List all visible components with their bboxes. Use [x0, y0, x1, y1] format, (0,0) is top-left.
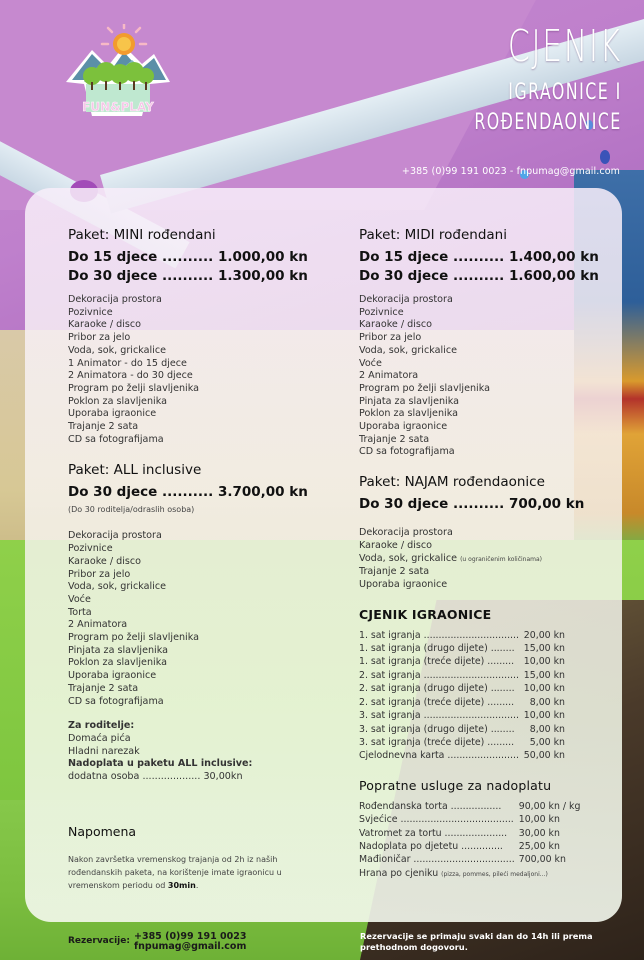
- package-title: Paket: MIDI rođendani: [359, 227, 507, 243]
- row-value: 10,00 kn: [518, 814, 560, 826]
- package-price: Do 30 djece .......... 1.600,00 kn: [359, 268, 599, 284]
- surcharge-label: Nadoplata u paketu ALL inclusive:: [68, 758, 253, 770]
- table-row: [359, 696, 565, 709]
- note-text: [68, 853, 318, 892]
- page-title-block: [417, 22, 622, 136]
- feature-item: 2 Animatora: [68, 619, 128, 631]
- feature-item: Karaoke / disco: [68, 319, 142, 331]
- feature-item: Karaoke / disco: [68, 555, 142, 567]
- note-body: Nakon završetka vremenskog trajanja od 2h iz naših rođendanskih paketa, na korištenje imate igraonicu u vremenskom periodu od: [68, 855, 282, 890]
- feature-item: Pozivnice: [359, 306, 404, 318]
- table-row: [359, 669, 565, 682]
- svg-text:FUN&PLAY: FUN&PLAY: [82, 100, 154, 114]
- row-label: Svjećice ......................................: [359, 814, 514, 826]
- row-label: 2. sat igranja ................................: [359, 669, 519, 681]
- row-label: 3. sat igranja (treće dijete) .........: [359, 736, 515, 748]
- package-title: Paket: MINI rođendani: [68, 227, 216, 243]
- row-label: Vatromet za tortu .....................: [359, 827, 508, 839]
- feature-item: Pribor za jelo: [68, 568, 131, 580]
- feature-item: Dekoracija prostora: [359, 527, 453, 539]
- feature-item: Karaoke / disco: [359, 539, 433, 551]
- feature-item: Karaoke / disco: [359, 319, 433, 331]
- row-label: 1. sat igranja (treće dijete) .........: [359, 656, 515, 668]
- email-address[interactable]: fnpumag@gmail.com: [134, 941, 247, 952]
- note-title: Napomena: [68, 824, 137, 839]
- header-contact: +385 (0)99 191 0023 - fnpumag@gmail.com: [401, 166, 620, 177]
- row-label: 3. sat igranja ................................: [359, 710, 519, 722]
- feature-list: [359, 527, 599, 592]
- food-line: [359, 867, 569, 881]
- spacer: [359, 763, 599, 777]
- feature-item: Poklon za slavljenika: [359, 408, 458, 420]
- right-column: [359, 226, 599, 881]
- table-row: [359, 682, 565, 695]
- package-all-inclusive: [68, 461, 338, 783]
- row-value: 700,00 kn: [518, 854, 566, 866]
- row-value: 10,00 kn: [523, 710, 565, 722]
- left-column: [68, 226, 338, 784]
- row-value: 5,00 kn: [529, 736, 565, 748]
- food-note: (pizza, pommes, pileći medaljoni...): [441, 870, 548, 878]
- spacer: [359, 459, 599, 473]
- package-mini: [68, 226, 338, 446]
- feature-item: Uporaba igraonice: [68, 670, 157, 682]
- note-emphasis: 30min: [167, 881, 196, 890]
- row-label: Mađioničar ..................................: [359, 854, 515, 866]
- feature-item: Voda, sok, grickalice: [68, 344, 167, 356]
- feature-item: Uporaba igraonice: [359, 421, 448, 433]
- row-value: 25,00 kn: [518, 840, 560, 852]
- table-row: [359, 827, 580, 840]
- feature-list: [68, 530, 338, 708]
- page-title: CJENIK: [508, 21, 622, 72]
- row-label: 2. sat igranja (drugo dijete) ........: [359, 683, 515, 695]
- row-label: 1. sat igranja (drugo dijete) ........: [359, 643, 515, 655]
- feature-item: CD sa fotografijama: [68, 695, 164, 707]
- row-value: 8,00 kn: [529, 723, 565, 735]
- package-midi: [359, 226, 599, 459]
- feature-item: 2 Animatora: [359, 370, 419, 382]
- feature-item: Uporaba igraonice: [68, 408, 157, 420]
- row-label: 3. sat igranja (drugo dijete) ........: [359, 723, 515, 735]
- section-title: CJENIK IGRAONICE: [359, 606, 492, 622]
- feature-item: Pozivnice: [68, 543, 113, 555]
- package-najam: [359, 473, 599, 592]
- reservation-values: [134, 932, 247, 952]
- row-value: 90,00 kn / kg: [518, 800, 581, 812]
- logo-icon: [62, 24, 174, 120]
- phone-number[interactable]: +385 (0)99 191 0023: [134, 931, 247, 942]
- row-value: 50,00 kn: [523, 750, 565, 762]
- feature-item: 1 Animator - do 15 djece: [68, 357, 187, 369]
- feature-item: Pinjata za slavljenika: [359, 395, 459, 407]
- feature-list: [68, 294, 338, 446]
- package-note: (Do 30 roditelja/odraslih osoba): [68, 505, 195, 515]
- playroom-price-table: [359, 629, 565, 763]
- reservation-info: Rezervacije se primaju svaki dan do 14h ili prema prethodnom dogovoru.: [360, 931, 593, 952]
- feature-list: [359, 294, 599, 459]
- page-subtitle-line2: ROĐENDAONICE: [474, 110, 622, 135]
- row-value: 10,00 kn: [523, 683, 565, 695]
- feature-item: Domaća pića: [68, 732, 131, 744]
- table-row: [359, 840, 580, 853]
- package-price: Do 30 djece .......... 700,00 kn: [359, 496, 585, 513]
- spacer: [359, 592, 599, 606]
- feature-item: Dekoracija prostora: [68, 530, 162, 542]
- feature-item: Trajanje 2 sata: [68, 682, 139, 694]
- fun-and-play-logo: [62, 24, 174, 120]
- package-price: Do 30 djece .......... 1.300,00 kn: [68, 268, 308, 284]
- feature-item: Voda, sok, grickalice: [68, 581, 167, 593]
- feature-item: Trajanje 2 sata: [359, 566, 430, 578]
- feature-item: Pozivnice: [68, 306, 113, 318]
- feature-item: Uporaba igraonice: [359, 578, 448, 590]
- feature-item: CD sa fotografijama: [68, 433, 164, 445]
- row-label: Nadoplata po djetetu ..............: [359, 840, 503, 852]
- feature-item: Program po želji slavljenika: [68, 632, 199, 644]
- feature-item: Dekoracija prostora: [359, 294, 453, 305]
- feature-item: Voće: [359, 357, 382, 369]
- table-row: [359, 629, 565, 642]
- package-price: Do 30 djece .......... 3.700,00 kn: [68, 484, 308, 501]
- table-row: [359, 800, 580, 813]
- feature-item: Voće: [68, 593, 91, 605]
- package-title: Paket: ALL inclusive: [68, 462, 202, 479]
- table-row: [359, 813, 580, 826]
- reservation-contact: [68, 932, 247, 952]
- feature-item: Program po želji slavljenika: [68, 382, 199, 394]
- feature-item: Pribor za jelo: [68, 332, 131, 344]
- row-value: 30,00 kn: [518, 827, 560, 839]
- feature-item: Trajanje 2 sata: [359, 433, 430, 445]
- feature-item: Voda, sok, grickalice: [359, 344, 458, 356]
- reservation-label: Rezervacije:: [68, 936, 130, 946]
- section-title: Popratne usluge za nadoplatu: [359, 777, 552, 793]
- row-label: Rođendanska torta .................: [359, 800, 502, 812]
- row-value: 15,00 kn: [523, 643, 565, 655]
- table-row: [359, 853, 580, 866]
- feature-item: Poklon za slavljenika: [68, 657, 167, 669]
- spacer: [68, 446, 338, 461]
- table-row: [359, 736, 565, 749]
- feature-item: Dekoracija prostora: [68, 294, 162, 305]
- row-label: Cjelodnevna karta ........................: [359, 750, 519, 762]
- package-price: Do 15 djece .......... 1.400,00 kn: [359, 249, 599, 265]
- feature-item: Trajanje 2 sata: [68, 421, 139, 433]
- feature-note: (u ograničenim količinama): [460, 555, 543, 563]
- feature-item: Pinjata za slavljenika: [68, 644, 168, 656]
- feature-text: Voda, sok, grickalice: [359, 552, 458, 564]
- row-value: 10,00 kn: [523, 656, 565, 668]
- food-label: Hrana po cjeniku: [359, 867, 439, 879]
- package-title: Paket: NAJAM rođendaonice: [359, 474, 545, 491]
- feature-item: 2 Animatora - do 30 djece: [68, 370, 193, 382]
- table-row: [359, 709, 565, 722]
- extras-price-table: [359, 800, 580, 867]
- feature-item: [359, 553, 599, 567]
- row-label: 2. sat igranja (treće dijete) .........: [359, 696, 515, 708]
- package-price: Do 15 djece .......... 1.000,00 kn: [68, 249, 308, 265]
- feature-item: Program po želji slavljenika: [359, 382, 490, 394]
- row-label: 1. sat igranja ................................: [359, 629, 519, 641]
- row-value: 8,00 kn: [529, 696, 565, 708]
- page-subtitle-line1: IGRAONICE I: [508, 80, 622, 105]
- table-row: [359, 723, 565, 736]
- note-end: .: [195, 881, 199, 890]
- feature-item: Torta: [68, 606, 92, 618]
- feature-item: CD sa fotografijama: [359, 446, 455, 458]
- feature-item: Poklon za slavljenika: [68, 395, 167, 407]
- parents-label: Za roditelje:: [68, 720, 135, 732]
- playroom-price-list: [359, 606, 565, 763]
- feature-item: Hladni narezak: [68, 745, 140, 757]
- extra-services: [359, 777, 581, 881]
- surcharge-line: dodatna osoba ................... 30,00kn: [68, 771, 243, 783]
- table-row: [359, 749, 565, 762]
- row-value: 20,00 kn: [523, 629, 565, 641]
- parents-list: [68, 720, 338, 784]
- table-row: [359, 655, 565, 668]
- feature-item: Pribor za jelo: [359, 332, 422, 344]
- table-row: [359, 642, 565, 655]
- row-value: 15,00 kn: [523, 669, 565, 681]
